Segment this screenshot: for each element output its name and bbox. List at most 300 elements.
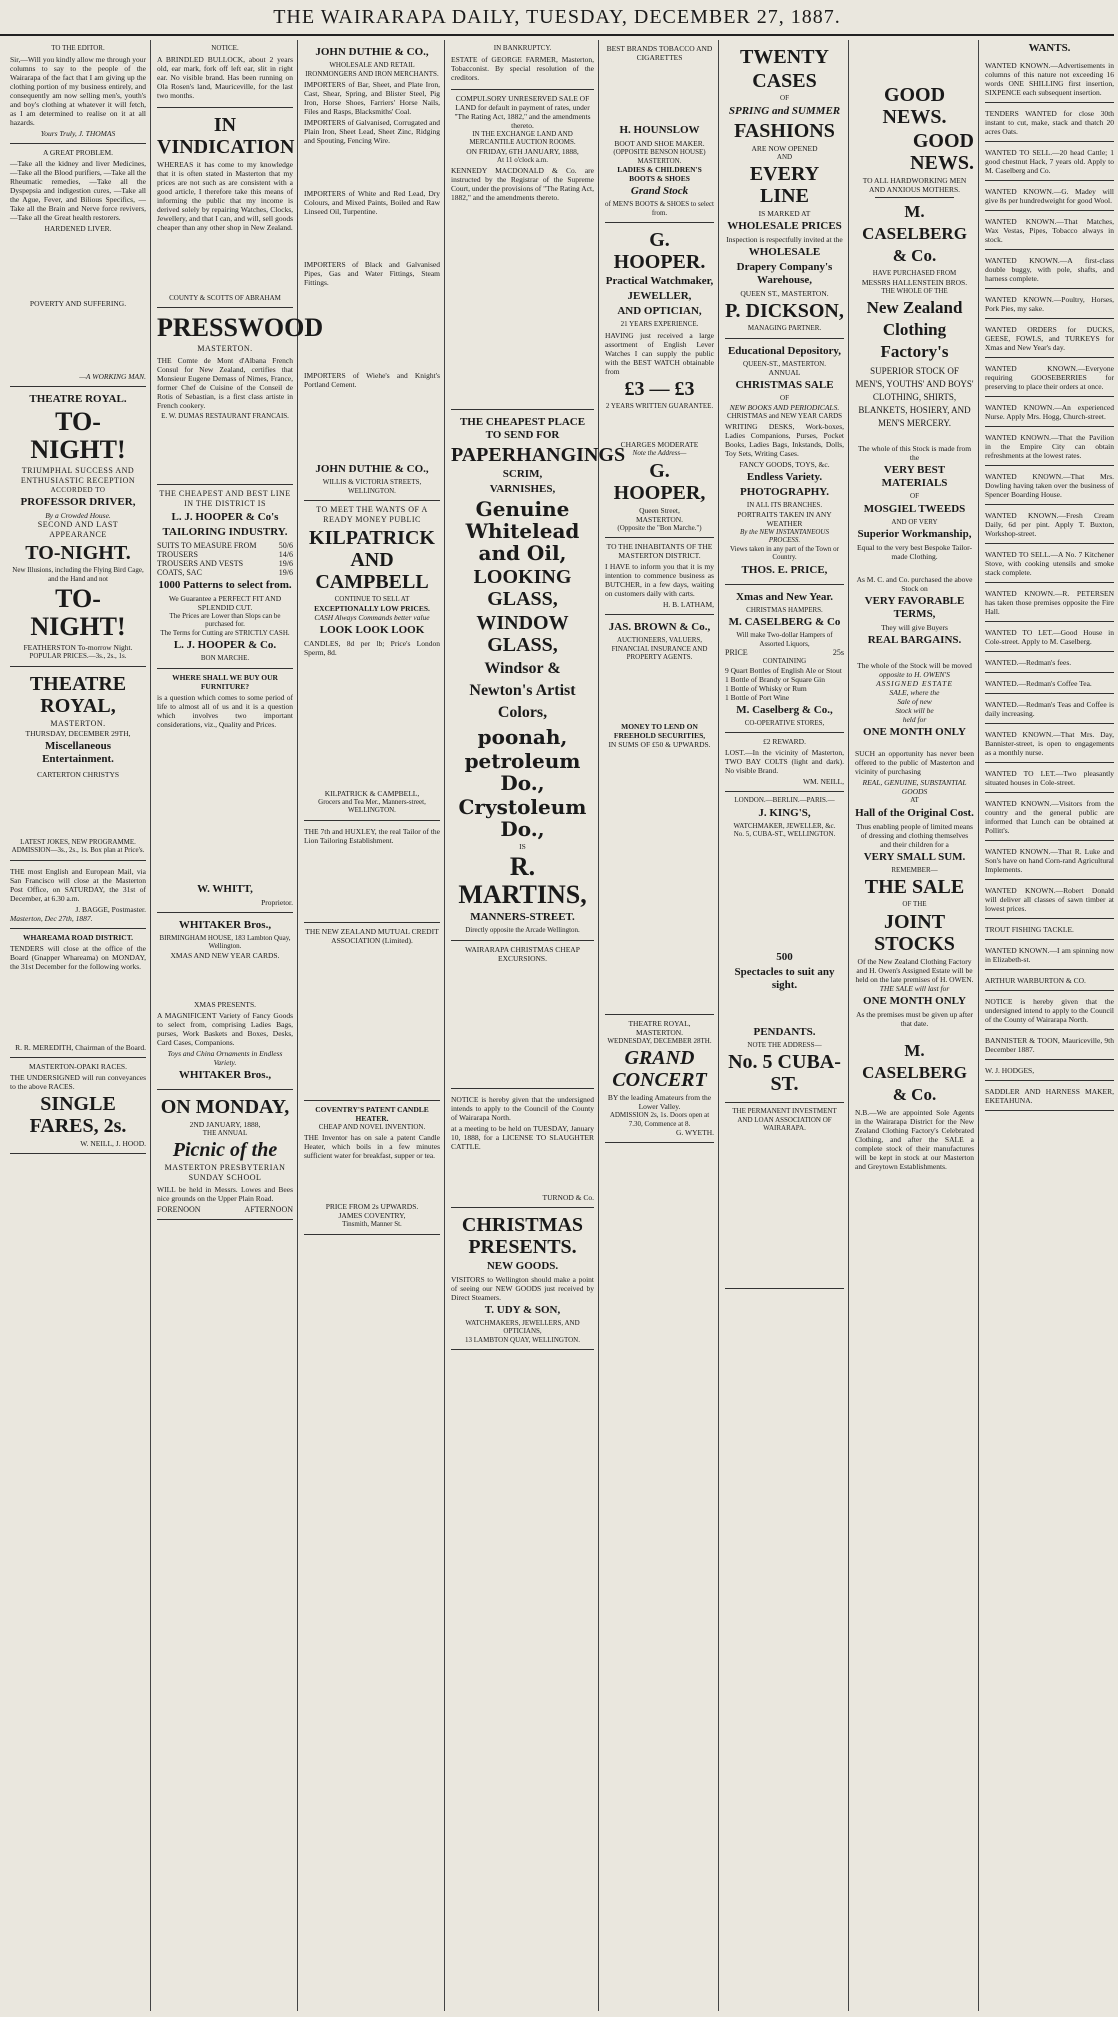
permanent-ad bbox=[725, 1103, 844, 1289]
and-of-very: AND OF VERY bbox=[891, 517, 938, 526]
opposite-bon: (Opposite the "Bon Marche.") bbox=[617, 523, 702, 532]
new-books: NEW BOOKS AND PERIODICALS. bbox=[729, 402, 840, 412]
guarantee-2: 2 YEARS WRITTEN GUARANTEE. bbox=[605, 401, 714, 410]
kilpatrick-addr: Grocers and Tea Mer., Manners-street, WELLINGTON. bbox=[318, 797, 426, 814]
wanted-item: WANTED KNOWN.—That Mrs. Day, Bannister-street, is open to engagements as a monthly nurse. bbox=[985, 726, 1114, 763]
concert-sign: G. WYETH. bbox=[676, 1128, 714, 1137]
importers-5: IMPORTERS of Wiehe's and Knight's Portland Cement. bbox=[304, 371, 440, 389]
coop: CO-OPERATIVE STORES, bbox=[744, 718, 825, 727]
column-4 bbox=[447, 40, 626, 2011]
forenoon: FORENOON bbox=[157, 1205, 201, 1214]
joint-stocks: JOINT STOCKS bbox=[874, 910, 955, 955]
column-6 bbox=[721, 40, 849, 2011]
good-news-1: GOOD NEWS. bbox=[882, 84, 947, 128]
hamper-item-3: 1 Bottle of Whisky or Rum bbox=[725, 683, 807, 693]
duthie-ad bbox=[304, 40, 440, 501]
whitt-name: W. WHITT, bbox=[197, 882, 253, 895]
note-addr-6: NOTE THE ADDRESS— bbox=[747, 1040, 822, 1049]
theatre-royal-ad bbox=[10, 387, 146, 667]
duthie-sub: WHOLESALE AND RETAIL IRONMONGERS AND IRON MERCHANTS. bbox=[305, 61, 439, 78]
latham-ad bbox=[605, 538, 714, 615]
wanted-item: WANTED TO LET.—Two pleasantly situated houses in Cole-street. bbox=[985, 765, 1114, 793]
mail-text: THE most English and European Mail, via San Francisco will close at the Masterton Post Office, on SATURDAY, the 31st of December, at 6.30 a.m. bbox=[10, 866, 146, 903]
lost-text: LOST.—In the vicinity of Masterton, TWO BAY COLTS (light and dark). No visible Brand. bbox=[725, 748, 844, 775]
latham-sign: H. B. LATHAM, bbox=[662, 600, 714, 609]
every-line: EVERY LINE bbox=[749, 163, 820, 207]
kings: J. KING'S, bbox=[758, 806, 811, 819]
hampers: CHRISTMAS HAMPERS. bbox=[746, 605, 823, 614]
popular-prices: POPULAR PRICES.—3s., 2s., 1s. bbox=[29, 652, 127, 660]
windsor: Windsor & Newton's Artist Colors, bbox=[469, 660, 576, 721]
column-3 bbox=[300, 40, 445, 2011]
wanted-item: WANTED TO SELL.—20 head Cattle; 1 good chestnut Hack, 7 years old. Apply to M. Caselberg and Co. bbox=[985, 144, 1114, 181]
jas-filler-2 bbox=[605, 749, 714, 1009]
hamper-item-1: 9 Quart Bottles of English Ale or Stout bbox=[725, 665, 842, 675]
wholesale-prices: WHOLESALE PRICES bbox=[727, 220, 842, 232]
real-good: REAL, GENUINE, SUBSTANTIAL GOODS bbox=[862, 778, 967, 796]
opposite-arcade: Directly opposite the Arcade Wellington. bbox=[465, 926, 580, 934]
xmas-presents: XMAS PRESENTS. bbox=[193, 999, 257, 1009]
theatre2-name: THEATRE ROYAL, bbox=[29, 672, 127, 717]
such: SUCH an opportunity has never been offered to the public of Masterton and vicinity of purchasing bbox=[855, 749, 974, 776]
martins-name: R. MARTINS, bbox=[458, 852, 587, 909]
spectacles: Spectacles to suit any sight. bbox=[734, 965, 835, 991]
wanted-item: BANNISTER & TOON, Mauriceville, 9th December 1887. bbox=[985, 1032, 1114, 1060]
christmas-sale: CHRISTMAS SALE bbox=[735, 379, 834, 391]
caselberg-6: M. CASELBERG & Co bbox=[728, 616, 841, 628]
kilpatrick-ad bbox=[304, 501, 440, 821]
picnic-ad bbox=[157, 1090, 293, 1221]
excursions-ad bbox=[451, 941, 594, 1089]
wanted-item: WANTED KNOWN.—R. PETERSEN has taken those premises opposite the Fire Hall. bbox=[985, 585, 1114, 622]
coats-label: COATS, SAC bbox=[157, 567, 202, 577]
sale: SALE, where the bbox=[889, 688, 940, 697]
wholesale-2: WHOLESALE bbox=[748, 246, 821, 258]
license-text: at a meeting to be held on TUESDAY, January 10, 1888, for a LICENSE TO SLAUGHTER CATTLE. bbox=[451, 1123, 594, 1151]
picnic-times bbox=[157, 1205, 293, 1214]
writing: WRITING DESKS, Work-boxes, Ladies Companions, Purses, Pocket Books, Ladies Bags, Inkstands, Dolls, Toy Sets, Writing Cases. bbox=[725, 422, 844, 458]
equal: Equal to the very best Bespoke Tailor-made Clothing. bbox=[857, 543, 972, 561]
of-1: OF bbox=[780, 94, 789, 102]
wanted-item: WANTED KNOWN.—I am spinning now in Elizabeth-st. bbox=[985, 942, 1114, 970]
vests-label: TROUSERS AND VESTS bbox=[157, 558, 244, 568]
hardened-filler bbox=[10, 235, 146, 297]
stock-held: Stock will be bbox=[895, 706, 934, 715]
races-title: MASTERTON-OPAKI RACES. bbox=[29, 1061, 127, 1071]
caselberg-7b: M. CASELBERG & Co. bbox=[862, 1040, 967, 1104]
theatre-royal-2 bbox=[10, 667, 146, 861]
have-purchased: HAVE PURCHASED FROM bbox=[872, 269, 957, 277]
inhabitants: TO THE INHABITANTS OF THE MASTERTON DISTRICT. bbox=[606, 542, 713, 560]
udy-ad bbox=[451, 1208, 594, 1351]
as-premises: As the premises must be given up after that date. bbox=[856, 1009, 973, 1028]
wanted-item: WANTED.—Redman's fees. bbox=[985, 654, 1114, 673]
races-ad bbox=[10, 1058, 146, 1154]
tailoring: TAILORING INDUSTRY. bbox=[162, 525, 288, 538]
wanted-item: WANTED KNOWN.—An experienced Nurse. Apply Mrs. Hogg, Church-street. bbox=[985, 399, 1114, 427]
duthie-title: JOHN DUTHIE & CO., bbox=[315, 46, 429, 58]
wanted-item: TROUT FISHING TACKLE. bbox=[985, 921, 1114, 940]
kings-filler-2 bbox=[725, 994, 844, 1024]
of-the: OF THE bbox=[902, 900, 927, 908]
wanted-item: ARTHUR WARBURTON & CO. bbox=[985, 972, 1114, 991]
cash: CASH Always Commands better value bbox=[314, 612, 430, 622]
mail-date: Masterton, Dec 27th, 1887. bbox=[10, 913, 93, 923]
restaurant-filler bbox=[157, 421, 293, 479]
at: AT bbox=[910, 796, 919, 804]
low-prices: EXCEPTIONALLY LOW PRICES. bbox=[314, 603, 430, 613]
endless: Endless Variety. bbox=[746, 471, 823, 483]
monday-date: 2ND JANUARY, 1888, bbox=[189, 1119, 261, 1129]
mutual-ad bbox=[304, 923, 440, 1101]
hooper-watchmaker bbox=[605, 223, 714, 538]
queen-st-6: QUEEN ST., MASTERTON. bbox=[740, 289, 829, 298]
columns bbox=[6, 40, 1114, 2011]
theatre2-date: THURSDAY, DECEMBER 29TH, bbox=[25, 728, 131, 738]
spring-summer: SPRING and SUMMER bbox=[728, 104, 841, 117]
restaurant-title: E. W. DUMAS RESTAURANT FRANCAIS. bbox=[161, 412, 289, 420]
very-small: VERY SMALL SUM. bbox=[863, 850, 966, 863]
mutual-title: THE NEW ZEALAND MUTUAL CREDIT ASSOCIATION (Limited). bbox=[305, 926, 439, 945]
optician: AND OPTICIAN, bbox=[617, 305, 702, 317]
tonight-3: TO-NIGHT! bbox=[30, 584, 126, 641]
prices-lower: The Prices are Lower than Slops can be purchased for. bbox=[169, 611, 281, 628]
wants-list bbox=[985, 57, 1114, 1111]
queen-st: Queen Street, bbox=[639, 505, 680, 515]
whole-2: The whole of the Stock will be moved bbox=[857, 661, 972, 670]
jas-brown: JAS. BROWN & Co., bbox=[608, 621, 711, 633]
vindication-title: IN VINDICATION bbox=[157, 113, 295, 158]
marked: IS MARKED AT bbox=[758, 209, 811, 218]
poverty-filler bbox=[10, 310, 146, 370]
wants-title: WANTS. bbox=[1028, 42, 1071, 54]
having-just: HAVING just received a large assortment of English Lever Watches I can supply the public with the BEST WATCH obtainable from bbox=[605, 330, 714, 376]
assortment: LADIES & CHILDREN'S BOOTS & SHOES bbox=[617, 165, 702, 183]
twenty: TWENTY bbox=[740, 46, 829, 68]
caselberg-7: M. CASELBERG & Co. bbox=[862, 202, 967, 265]
kings-sub: WATCHMAKER, JEWELLER, &c. bbox=[733, 821, 836, 830]
toys: Toys and China Ornaments in Endless Variety. bbox=[167, 1048, 283, 1067]
note-addr: Note the Address— bbox=[632, 449, 687, 457]
superior-work: Superior Workmanship, bbox=[857, 528, 972, 540]
hooper-place: BON MARCHE. bbox=[200, 654, 250, 662]
grand-stock: Grand Stock bbox=[630, 185, 689, 197]
races-text: THE UNDERSIGNED will run conveyances to the above RACES. bbox=[10, 1072, 146, 1091]
udy-addr: 13 LAMBTON QUAY, WELLINGTON. bbox=[465, 1335, 580, 1344]
hooper-filler bbox=[605, 410, 714, 440]
importers-filler-4 bbox=[304, 391, 440, 461]
cases: CASES bbox=[752, 70, 817, 92]
reward: £2 REWARD. bbox=[763, 737, 806, 746]
and-1: AND bbox=[776, 152, 793, 161]
terms: The Terms for Cutting are STRICTLY CASH. bbox=[160, 628, 290, 637]
poverty-title: POVERTY AND SUFFERING. bbox=[29, 298, 127, 308]
hall-cost: Hall of the Original Cost. bbox=[855, 806, 974, 819]
wanted-item: WANTED TO LET.—Good House in Cole-street. Apply to M. Caselberg. bbox=[985, 624, 1114, 652]
trousers-price: 14/6 bbox=[278, 549, 293, 559]
reward-ad bbox=[725, 733, 844, 792]
coats-price: 19/6 bbox=[278, 567, 293, 577]
grand-sub: of MEN'S BOOTS & SHOES to select from. bbox=[605, 200, 714, 217]
jas-brown-ad bbox=[605, 615, 714, 1015]
jeweller: JEWELLER, bbox=[627, 290, 692, 302]
wanted-item: WANTED KNOWN.—That Matches, Wax Vestas, Pipes, Tobacco always in stock. bbox=[985, 213, 1114, 250]
now-opened: ARE NOW OPENED bbox=[751, 143, 818, 153]
column-8 bbox=[981, 40, 1118, 2011]
concert-admission: ADMISSION 2s, 1s. Doors open at 7.30, Commence at 8. bbox=[609, 1111, 710, 1128]
letter-text: Sir,—Will you kindly allow me through your columns to say to the people of the Wairarapa of the fact that I am giving up the clothing portion of my business entirely, and consequently am now selling men's, youth's and boy's clothing at whatever it will fetch, as I am determined to realise on it at all hazards. bbox=[10, 54, 146, 127]
wanted-item: WANTED TO SELL.—A No. 7 Kitchener Stove, with cooking utensils and smoke stack complete. bbox=[985, 546, 1114, 583]
ready-money: TO MEET THE WANTS OF A READY MONEY PUBLIC bbox=[316, 505, 428, 524]
one-month: ONE MONTH ONLY bbox=[863, 726, 966, 738]
hamper-item-2: 1 Bottle of Brandy or Square Gin bbox=[725, 674, 825, 684]
court: IN THE EXCHANGE LAND AND MERCANTILE AUCTION ROOMS. bbox=[469, 129, 576, 146]
kennedy-text: KENNEDY MACDONALD & Co. are instructed by the Registrar of the Supreme Court, under the provisions of "The Rating Act, 1882," and the amendments thereto. bbox=[451, 166, 594, 202]
wanted-item: WANTED ORDERS for DUCKS, GEESE, FOWLS, and TURKEYS for Xmas and New Year's day. bbox=[985, 321, 1114, 358]
hounslow-filler bbox=[605, 62, 714, 122]
xmas-cards: XMAS AND NEW YEAR CARDS. bbox=[170, 950, 280, 960]
theatre2-program: CARTERTON CHRISTYS bbox=[36, 769, 120, 779]
martins-ad bbox=[451, 410, 626, 941]
pomeroy-notice: NOTICE is hereby given that the undersigned intends to apply to the Council of the County of Wairarapa North. bbox=[451, 1094, 594, 1122]
messrs: MESSRS HALLENSTEIN BROS. bbox=[861, 277, 968, 287]
petroleum: petroleum Do., bbox=[464, 749, 581, 795]
kilpatrick-filler bbox=[304, 659, 440, 789]
trousers-row bbox=[157, 550, 293, 559]
hooper-2: G. HOOPER. bbox=[613, 229, 706, 273]
price-name: THOS. E. PRICE, bbox=[741, 563, 828, 576]
letter-to-editor bbox=[10, 40, 146, 144]
cheapest-place: THE CHEAPEST PLACE TO SEND FOR bbox=[459, 416, 586, 441]
scrim: SCRIM, bbox=[502, 468, 543, 480]
thus: Thus enabling people of limited means of dressing and clothing themselves and their children for a bbox=[856, 821, 973, 849]
hooper-sign: L. J. HOOPER & Co. bbox=[173, 639, 277, 651]
window-glass: WINDOW GLASS, bbox=[476, 612, 569, 656]
bankruptcy-ad bbox=[451, 40, 594, 90]
picnic-text: WILL be held in Messrs. Lowes and Bees nice grounds on the Upper Plain Road. bbox=[157, 1185, 293, 1203]
whitaker-sign: WHITAKER Bros., bbox=[178, 1068, 272, 1081]
theatre2-place: MASTERTON. bbox=[50, 718, 106, 728]
good-news-ad bbox=[855, 40, 974, 1178]
continue: CONTINUE TO SELL AT bbox=[334, 595, 410, 603]
good-news-2: GOOD NEWS. bbox=[910, 130, 974, 174]
road-district bbox=[10, 929, 146, 1058]
reward-sign: WM. NEILL, bbox=[802, 777, 844, 786]
pressword-title: PRESSWOOD bbox=[157, 313, 324, 342]
hooper-3: G. HOOPER, bbox=[613, 459, 706, 504]
coventry-ad bbox=[304, 1101, 440, 1235]
vindication-filler bbox=[157, 234, 293, 294]
containing: CONTAINING bbox=[762, 657, 807, 665]
hounslow-ad bbox=[605, 40, 714, 223]
educational-ad bbox=[725, 339, 844, 585]
working-man: —A WORKING MAN. bbox=[79, 371, 146, 381]
theatre2-admission: ADMISSION—3s., 2s., 1s. Box plan at Price's. bbox=[11, 846, 145, 854]
column-2 bbox=[153, 40, 324, 2011]
picnic-sub: MASTERTON PRESBYTERIAN SUNDAY SCHOOL bbox=[164, 1163, 286, 1182]
manners: MANNERS-STREET. bbox=[470, 911, 575, 923]
annual-6: ANNUAL bbox=[768, 368, 801, 377]
notice-text: A BRINDLED BULLOCK, about 2 years old, ear mark, fork off left ear, slit in right ear. No visible brand. Has been running on Ola Rosen's land, Mauriceville, for the last two months. bbox=[157, 54, 293, 100]
fares-sign: W. NEILL, J. HOOD. bbox=[80, 1138, 146, 1148]
drapery-ad bbox=[725, 40, 844, 339]
second-appearance: SECOND AND LAST APPEARANCE bbox=[37, 520, 119, 539]
branches: IN ALL ITS BRANCHES. bbox=[746, 501, 823, 509]
vindication-ad bbox=[157, 108, 293, 309]
road-title: WHAREAMA ROAD DISTRICT. bbox=[22, 932, 134, 942]
new-goods: NEW GOODS. bbox=[486, 1259, 559, 1272]
experience: 21 YEARS EXPERIENCE. bbox=[620, 320, 699, 328]
caselberg-6b: M. Caselberg & Co., bbox=[736, 703, 833, 716]
very-best: VERY BEST MATERIALS bbox=[881, 464, 948, 489]
caselberg-text: Will make Two-dollar Hampers of Assorted Liquors, bbox=[736, 631, 833, 648]
letter-sign: Yours Truly, J. THOMAS bbox=[40, 128, 116, 138]
theatre-name: THEATRE ROYAL. bbox=[29, 392, 127, 405]
concert-ad bbox=[605, 1015, 714, 1144]
educational: Educational Depository, bbox=[727, 344, 842, 357]
importers-2: IMPORTERS of Galvanised, Corrugated and Plain Iron, Sheet Lead, Sheet Zinc, Ridging and Spouting, Fencing Wire. bbox=[304, 118, 440, 145]
views: Views taken in any part of the Town or Country. bbox=[730, 544, 839, 561]
christmas-presents: CHRISTMAS PRESENTS. bbox=[461, 1213, 584, 1258]
wanted-item: WANTED KNOWN.—That the Pavilion in the Empire City can obtain refreshments at the lowest rates. bbox=[985, 429, 1114, 466]
professor-name: PROFESSOR DRIVER, bbox=[20, 496, 136, 508]
road-text: TENDERS will close at the office of the Board (Gnapper Whareama) on MONDAY, the 31st December for the following works. bbox=[10, 943, 146, 971]
charges: CHARGES MODERATE bbox=[620, 440, 699, 449]
whole-stock: The whole of this Stock is made from the bbox=[857, 444, 972, 462]
dickson: P. DICKSON, bbox=[725, 300, 844, 322]
whitaker-filler bbox=[157, 960, 293, 1000]
wanted-item: TENDERS WANTED for close 30th instant to cut, make, stack and thatch 20 acres Oats. bbox=[985, 105, 1114, 142]
udy-role: WATCHMAKERS, JEWELLERS, AND OPTICIANS, bbox=[465, 1318, 580, 1335]
turner-sign: TURNOD & Co. bbox=[542, 1192, 594, 1202]
kings-filler bbox=[725, 839, 844, 949]
masterton-5: MASTERTON. bbox=[635, 514, 684, 524]
remember: REMEMBER— bbox=[891, 865, 938, 874]
huxley-ad bbox=[304, 821, 440, 923]
wanted-item: WANTED KNOWN.—Robert Donald will deliver all classes of sawn timber at lowest prices. bbox=[985, 882, 1114, 919]
wanted-item: WANTED.—Redman's Coffee Tea. bbox=[985, 675, 1114, 694]
wanted-item: WANTED KNOWN.—Visitors from the country and the general public are informed that Lunch can be obtained at Pollitt's. bbox=[985, 795, 1114, 841]
coventry-addr: Tinsmith, Manner St. bbox=[342, 1220, 402, 1228]
mosgiel: MOSGIEL TWEEDS bbox=[863, 502, 966, 515]
very-fav: VERY FAVORABLE TERMS, bbox=[864, 595, 965, 620]
monday: ON MONDAY, bbox=[160, 1095, 290, 1118]
looking-glass: LOOKING GLASS, bbox=[473, 566, 572, 610]
single-fares: SINGLE FARES, 2s. bbox=[29, 1092, 127, 1137]
tonight-2: TO-NIGHT. bbox=[25, 542, 131, 564]
as-m: As M. C. and Co. purchased the above Stock on bbox=[856, 575, 973, 593]
money-sub: IN SUMS OF £50 & UPWARDS. bbox=[608, 739, 711, 749]
varnishes: VARNISHES, bbox=[489, 483, 556, 495]
theatre2-latest: LATEST JOKES, NEW PROGRAMME. bbox=[20, 837, 136, 846]
suits-label: SUITS TO MEASURE FROM bbox=[157, 540, 257, 550]
genuine: Genuine Whitelead and Oil, bbox=[465, 497, 580, 565]
illusions: New Illusions, including the Flying Bird Cage, and the Hand and not bbox=[12, 566, 144, 583]
wanted-item: SADDLER AND HARNESS MAKER, EKETAHUNA. bbox=[985, 1083, 1114, 1111]
christmas-cards: CHRISTMAS and NEW YEAR CARDS bbox=[726, 411, 843, 420]
featherston: FEATHERSTON To-morrow Night. bbox=[23, 643, 133, 652]
duthie-sign: JOHN DUTHIE & CO., bbox=[315, 463, 429, 475]
permanent: THE PERMANENT INVESTMENT AND LOAN ASSOCIATION OF WAIRARAPA. bbox=[732, 1107, 837, 1132]
duthie-addr: WILLIS & VICTORIA STREETS, WELLINGTON. bbox=[322, 478, 422, 495]
look: LOOK LOOK LOOK bbox=[319, 623, 425, 636]
buyers: They will give Buyers bbox=[881, 623, 948, 632]
huxley-filler bbox=[304, 847, 440, 917]
great-problem-ad bbox=[10, 144, 146, 387]
masthead: THE WAIRARAPA DAILY, TUESDAY, DECEMBER 27, 1887. bbox=[0, 0, 1114, 36]
wanted-item: WANTED KNOWN.—A first-class double buggy, with pole, shafts, and harness complete. bbox=[985, 252, 1114, 289]
hooper-tailoring bbox=[157, 485, 293, 669]
theatre-accorded: ACCORDED TO bbox=[50, 485, 106, 494]
afternoon: AFTERNOON bbox=[244, 1205, 293, 1214]
hamper-price bbox=[725, 648, 844, 657]
friday: ON FRIDAY, 6TH JANUARY, 1888, bbox=[466, 146, 579, 156]
of-2: OF bbox=[780, 394, 789, 402]
picnic: Picnic of the bbox=[172, 1139, 278, 1161]
furniture-ad bbox=[157, 669, 293, 913]
whitaker-sub: BIRMINGHAM HOUSE, 183 Lambton Quay, Wellington. bbox=[159, 933, 291, 950]
theatre-tag: TRIUMPHAL SUCCESS AND ENTHUSIASTIC RECEPTION bbox=[20, 465, 136, 485]
nz-clothing: New Zealand Clothing Factory's bbox=[866, 298, 963, 361]
coventry-text: THE Inventor has on sale a patent Candle Heater, which boils in a few minutes sufficient water for breakfast, supper or tea. bbox=[304, 1133, 440, 1160]
pendants: PENDANTS. bbox=[753, 1025, 816, 1038]
wanted-item: NOTICE is hereby given that the undersigned intend to apply to the Council of the County of Wairarapa North. bbox=[985, 993, 1114, 1030]
candles: CANDLES, 8d per lb; Price's London Sperm, 8d. bbox=[304, 638, 440, 657]
best-brands: BEST BRANDS TOBACCO AND CIGARETTES bbox=[606, 44, 713, 62]
importers-3: IMPORTERS of White and Red Lead, Dry Colours, and Mixed Paints, Boiled and Raw Linseed Oil, Turpentine. bbox=[304, 189, 440, 216]
is-word: IS bbox=[519, 842, 526, 851]
coventry-price: PRICE FROM 2s UPWARDS. bbox=[325, 1202, 419, 1211]
whole-of: THE WHOLE OF THE bbox=[881, 286, 948, 295]
guarantee: We Guarantee a PERFECT FIT AND SPLENDID CUT. bbox=[168, 593, 282, 612]
fancy: FANCY GOODS, TOYS, &c. bbox=[739, 460, 830, 469]
crowded: By a Crowded House. bbox=[45, 511, 111, 520]
wanted-item: WANTED KNOWN.—Poultry, Horses, Pork Pies, my sake. bbox=[985, 291, 1114, 319]
kilpatrick-title: KILPATRICK AND CAMPBELL bbox=[309, 527, 435, 593]
new-goods-text: VISITORS to Wellington should make a point of seeing our NEW GOODS just received by Direct Steamers. bbox=[451, 1274, 594, 1302]
real-bargains: REAL BARGAINS. bbox=[867, 634, 962, 646]
column-1 bbox=[6, 40, 151, 2011]
portraits: PORTRAITS TAKEN IN ANY WEATHER bbox=[737, 509, 832, 528]
tonight-heading: TO-NIGHT! bbox=[30, 406, 126, 464]
where-title: WHERE SHALL WE BUY OUR FURNITURE? bbox=[172, 672, 278, 691]
xmas-new-year: Xmas and New Year. bbox=[736, 590, 833, 603]
coats-row bbox=[157, 568, 293, 577]
column-7 bbox=[851, 40, 979, 2011]
latham-text: I HAVE to inform you that it is my intention to commence business as BUTCHER, in a few days, waiting on customers daily with carts. bbox=[605, 562, 714, 598]
drapery: Drapery Company's Warehouse, bbox=[736, 261, 833, 286]
price-val: 25s bbox=[832, 648, 844, 657]
pressword-ad bbox=[157, 308, 324, 485]
crystoleum: Crystoleum Do., bbox=[458, 795, 587, 841]
process: By the NEW INSTANTANEOUS PROCESS. bbox=[740, 527, 829, 544]
superior-stock: SUPERIOR STOCK OF MEN'S, YOUTHS' AND BOYS' CLOTHING, SHIRTS, BLANKETS, HOSIERY, AND MEN'S MERCERY. bbox=[855, 366, 974, 428]
importers-filler-3 bbox=[304, 289, 440, 369]
mail-notice bbox=[10, 861, 146, 929]
jas-sub: AUCTIONEERS, VALUERS, FINANCIAL INSURANCE AND PROPERTY AGENTS. bbox=[611, 636, 708, 661]
money: MONEY TO LEND ON FREEHOLD SECURITIES, bbox=[613, 721, 706, 740]
london: LONDON.—BERLIN.—PARIS.— bbox=[734, 796, 835, 804]
bankruptcy-text: ESTATE of GEORGE FARMER, Masterton, Tobacconist. By special resolution of the creditors. bbox=[451, 54, 594, 82]
whitaker-ad bbox=[157, 913, 293, 1090]
wanted-item: W. J. HODGES, bbox=[985, 1062, 1114, 1081]
column-5 bbox=[601, 40, 719, 2011]
xmas-text: A MAGNIFICENT Variety of Fancy Goods to select from, comprising Ladies Bags, purses, Work Baskets and Boxes, Desks, Card Cases, Companions. bbox=[157, 1010, 293, 1047]
five-hundred: 500 bbox=[776, 950, 793, 963]
coventry-sign: JAMES COVENTRY, bbox=[338, 1211, 406, 1220]
slaughter-filler bbox=[451, 1153, 594, 1193]
cheapest-line: THE CHEAPEST AND BEST LINE IN THE DISTRICT IS bbox=[159, 488, 291, 508]
